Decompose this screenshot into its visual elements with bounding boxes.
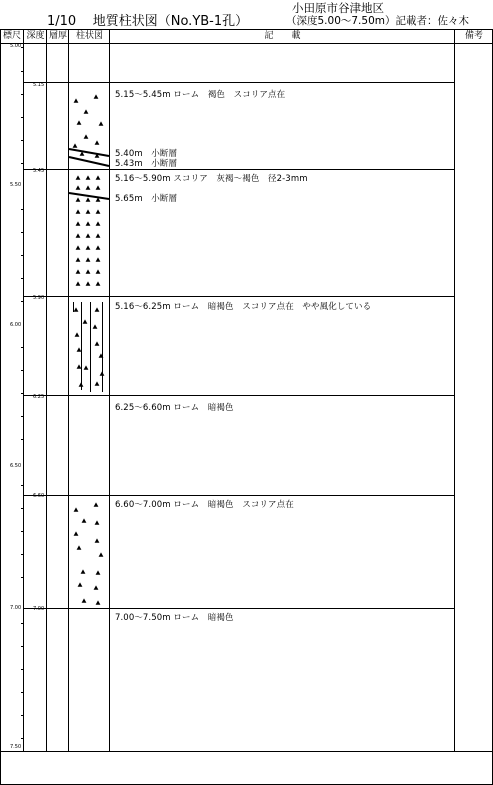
column-header-remarks: 備考 [464,31,483,41]
scoria-symbols [73,94,105,604]
fault-5.40 [69,149,109,156]
column-header-scale: 標尺 [2,31,21,41]
column-header-depth: 深度 [26,31,45,41]
scale-label: 5.50 [10,182,22,188]
table-border [1,30,493,785]
scale-label: 6.50 [10,463,22,469]
scale-ratio: 1/10 [47,14,77,29]
description-entry: 5.15～5.45m ローム 褐色 スコリア点在 [115,90,286,100]
description-entry: 7.00～7.50m ローム 暗褐色 [115,613,234,623]
description-entry: 6.60～7.00m ローム 暗褐色 スコリア点在 [115,500,294,510]
scale-label: 5.00 [10,43,22,49]
location-label: 小田原市谷津地区 [292,1,384,15]
fault-lines [69,149,109,199]
description-entry: 5.40m 小断層 [115,149,178,159]
depth-label: 6.60 [33,493,45,499]
fault-5.43 [69,157,109,166]
column-header-thickness: 層厚 [48,31,67,41]
weathering-lines [74,302,103,392]
depth-label: 6.25 [33,394,45,400]
fault-5.65 [69,193,109,199]
depth-range-and-author: （深度5.00～7.50m）記載者：佐々木 [286,15,469,27]
depth-label: 5.90 [33,295,45,301]
column-header-description: 記 載 [264,31,301,41]
description-entry: 5.65m 小断層 [115,194,178,204]
log-title: 地質柱状図（No.YB-1孔） [92,14,249,29]
scale-label: 7.50 [10,744,22,750]
scale-label: 6.00 [10,322,22,328]
depth-label: 7.00 [33,606,45,612]
description-entry: 5.43m 小断層 [115,159,178,169]
description-entry: 5.16～5.90m スコリア 灰褐～褐色 径2-3mm [115,174,308,184]
column-header-column: 柱状図 [75,31,103,41]
scale-label: 7.00 [10,605,22,611]
description-entry: 6.25～6.60m ローム 暗褐色 [115,403,234,413]
depth-label: 5.15 [33,82,45,88]
description-entry: 5.16～6.25m ローム 暗褐色 スコリア点在 やや風化している [115,302,372,312]
scale-ticks [21,48,23,739]
depth-label: 5.45 [33,168,45,174]
